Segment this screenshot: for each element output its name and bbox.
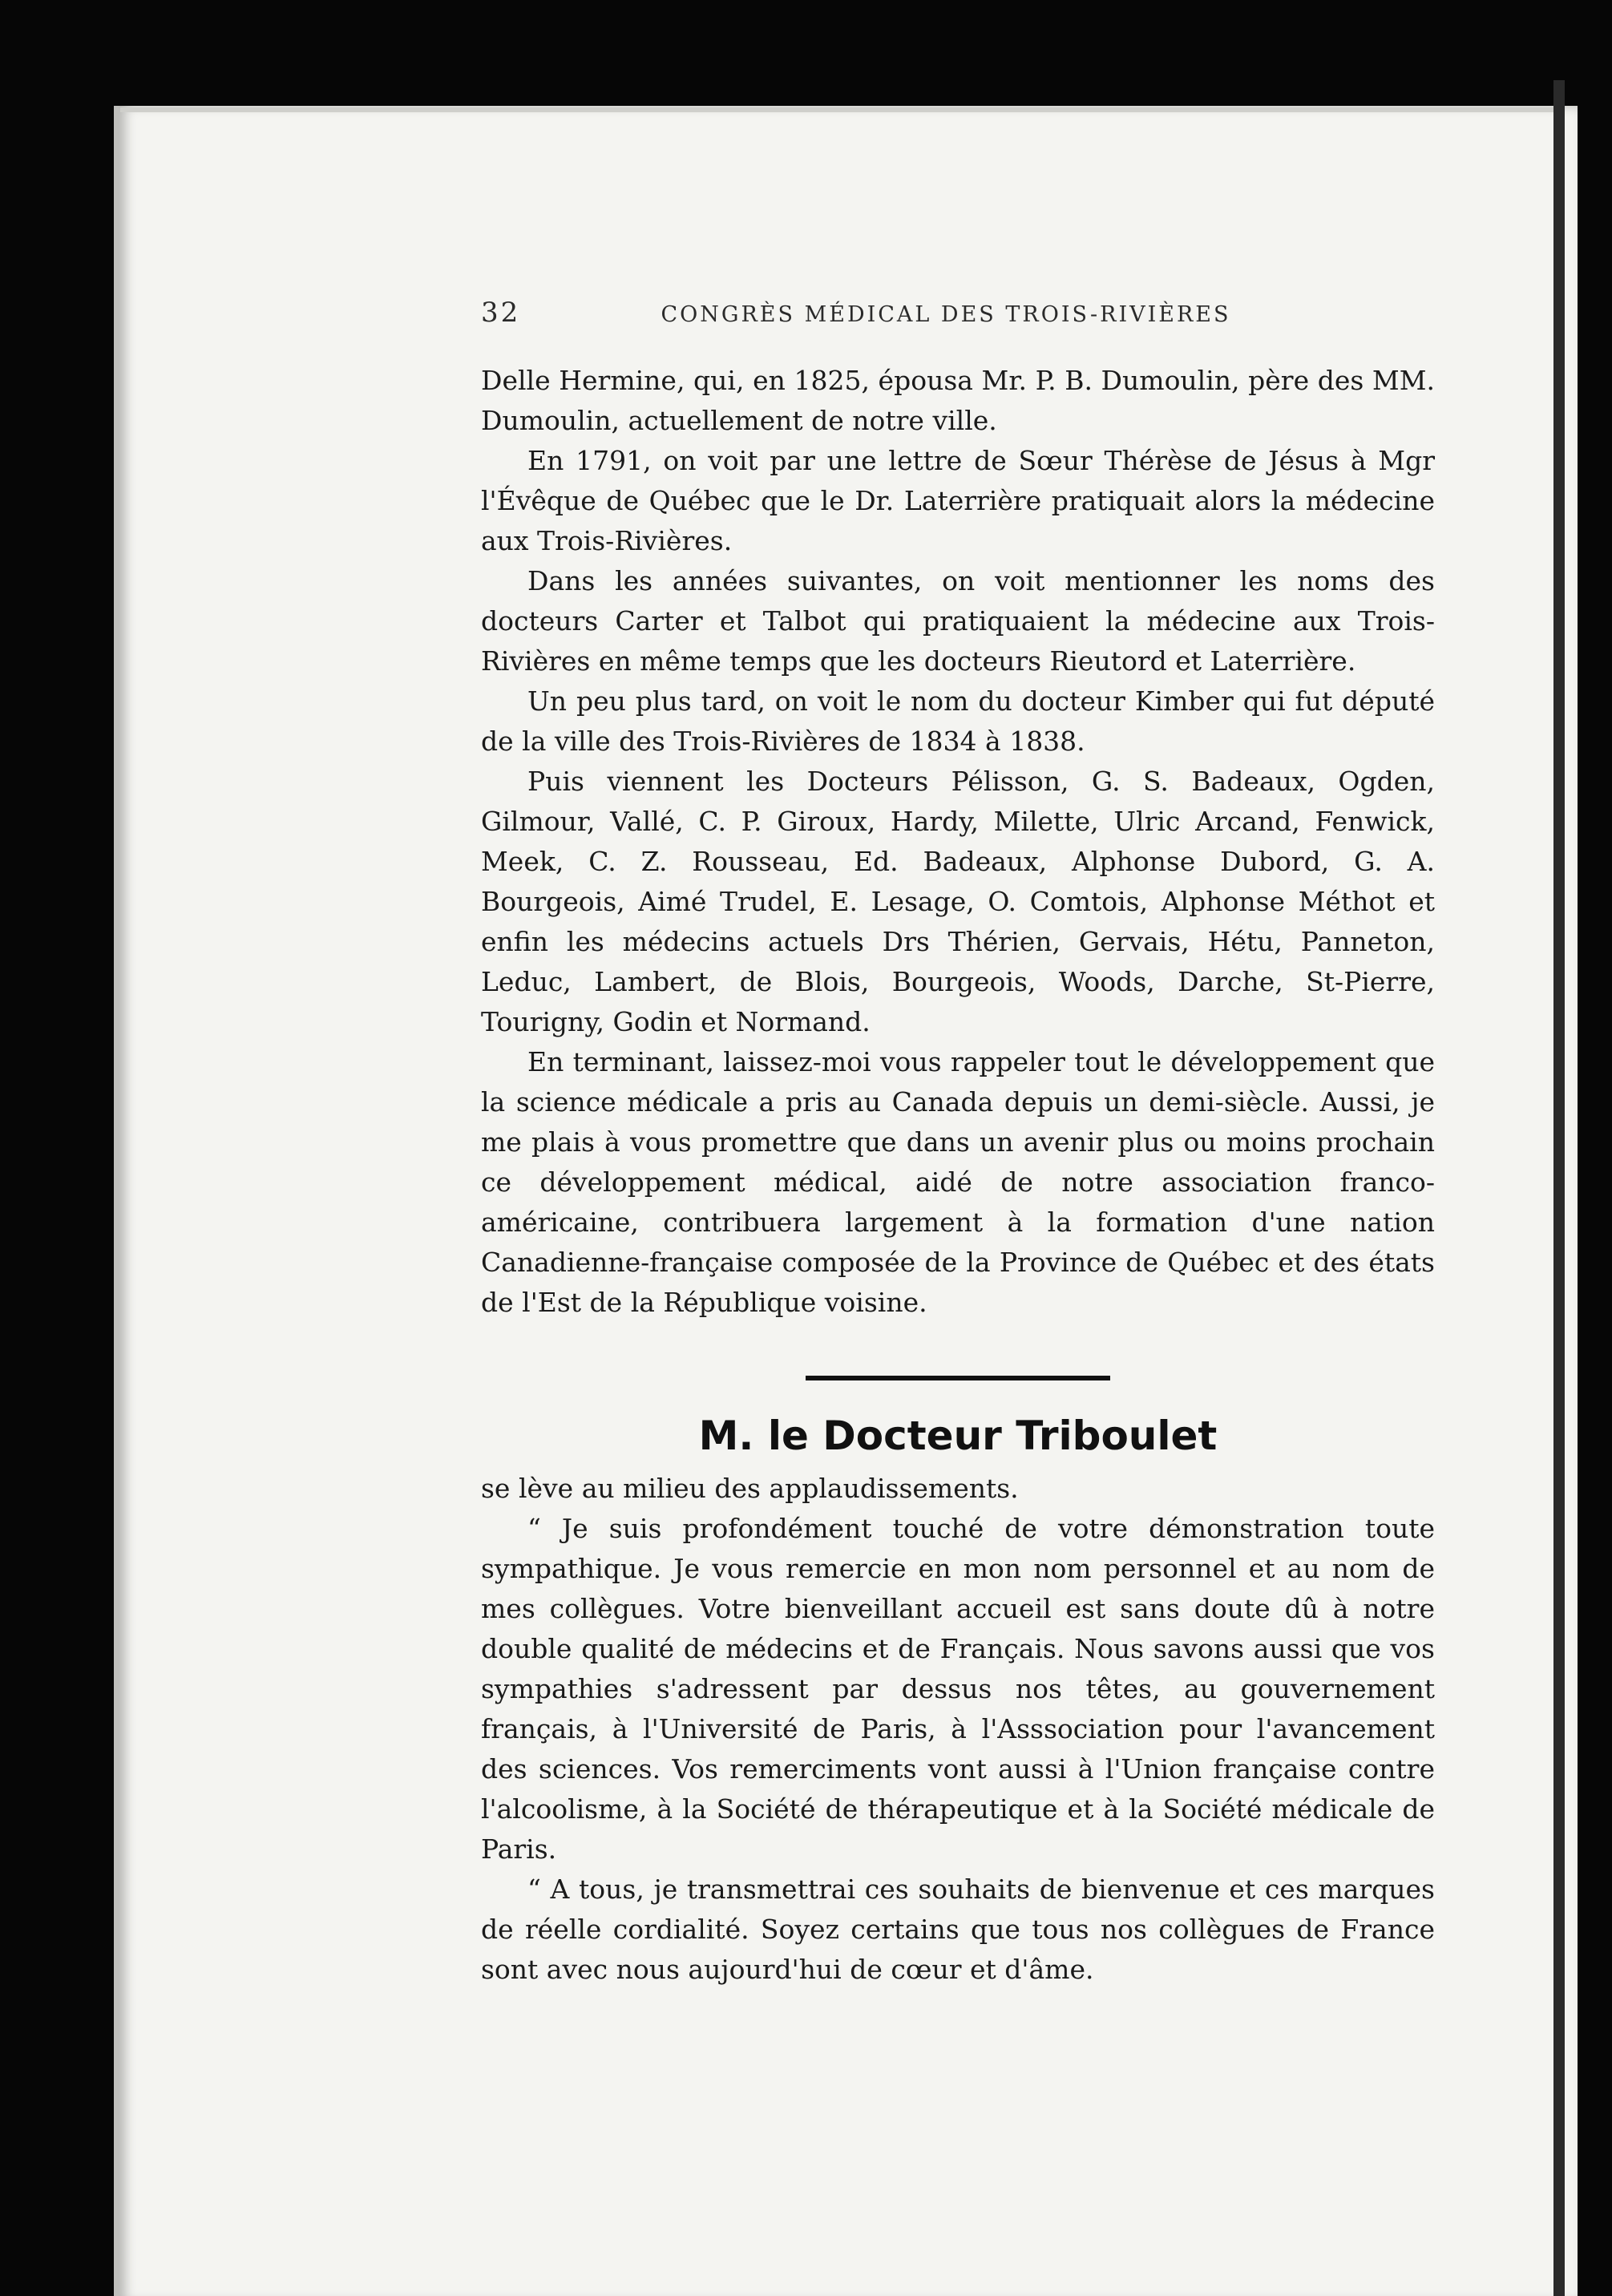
page-content bbox=[481, 297, 1435, 1990]
paragraph: Un peu plus tard, on voit le nom du docteur Kimber qui fut député de la ville des Trois-Rivières de 1834 à 1838. bbox=[481, 685, 1435, 757]
paragraph: “ A tous, je transmettrai ces souhaits de bienvenue et ces marques de réelle cordialité. Soyez certains que tous nos collègues de France sont avec nous aujourd'hui de cœur et d'âme. bbox=[481, 1874, 1435, 1985]
paragraph: se lève au milieu des applaudissements. bbox=[481, 1473, 1019, 1504]
running-head-title: CONGRÈS MÉDICAL DES TROIS-RIVIÈRES bbox=[661, 302, 1231, 327]
page-right-edge bbox=[1553, 80, 1565, 2296]
page-number: 32 bbox=[481, 297, 521, 329]
page-top-edge bbox=[120, 107, 1563, 112]
paragraph: En 1791, on voit par une lettre de Sœur Thérèse de Jésus à Mgr l'Évêque de Québec que le Dr. Laterrière pratiquait alors la médecine aux Trois-Rivières. bbox=[481, 445, 1435, 556]
paragraph: Delle Hermine, qui, en 1825, épousa Mr. P. B. Dumoulin, père des MM. Dumoulin, actuellement de notre ville. bbox=[481, 365, 1435, 436]
paragraph: “ Je suis profondément touché de votre démonstration toute sympathique. Je vous remercie en mon nom personnel et au nom de mes collègues. Votre bienveillant accueil est sans doute dû à notre double qualité de médecins et de Français. Nous savons aussi que vos sympathies s'adressent par dessus nos têtes, au gouvernement français, à l'Université de Paris, à l'Asssociation pour l'avancement des sciences. Vos remerciments vont aussi à l'Union française contre l'alcoolisme, à la Société de thérapeutique et à la Société médicale de Paris. bbox=[481, 1513, 1435, 1865]
section-heading: M. le Docteur Triboulet bbox=[698, 1413, 1218, 1459]
running-head bbox=[481, 297, 1435, 329]
paragraph: Dans les années suivantes, on voit mentionner les noms des docteurs Carter et Talbot qui pratiquaient la médecine aux Trois-Rivières en même temps que les docteurs Rieutord et Laterrière. bbox=[481, 565, 1435, 677]
paragraph: Puis viennent les Docteurs Pélisson, G. S. Badeaux, Ogden, Gilmour, Vallé, C. P. Giroux, Hardy, Milette, Ulric Arcand, Fenwick, Meek, C. Z. Rousseau, Ed. Badeaux, Alphonse Dubord, G. A. Bourgeois, Aimé Trudel, E. Lesage, O. Comtois, Alphonse Méthot et enfin les médecins actuels Drs Thérien, Gervais, Hétu, Panneton, Leduc, Lambert, de Blois, Bourgeois, Woods, Darche, St-Pierre, Tourigny, Godin et Normand. bbox=[481, 766, 1435, 1037]
paragraph: En terminant, laissez-moi vous rappeler tout le développement que la science médicale a pris au Canada depuis un demi-siècle. Aussi, je me plais à vous promettre que dans un avenir plus ou moins prochain ce développement médical, aidé de notre association franco-américaine, contribuera largement à la formation d'une nation Canadienne-française composée de la Province de Québec et des états de l'Est de la République voisine. bbox=[481, 1046, 1435, 1318]
section-divider bbox=[806, 1376, 1110, 1380]
